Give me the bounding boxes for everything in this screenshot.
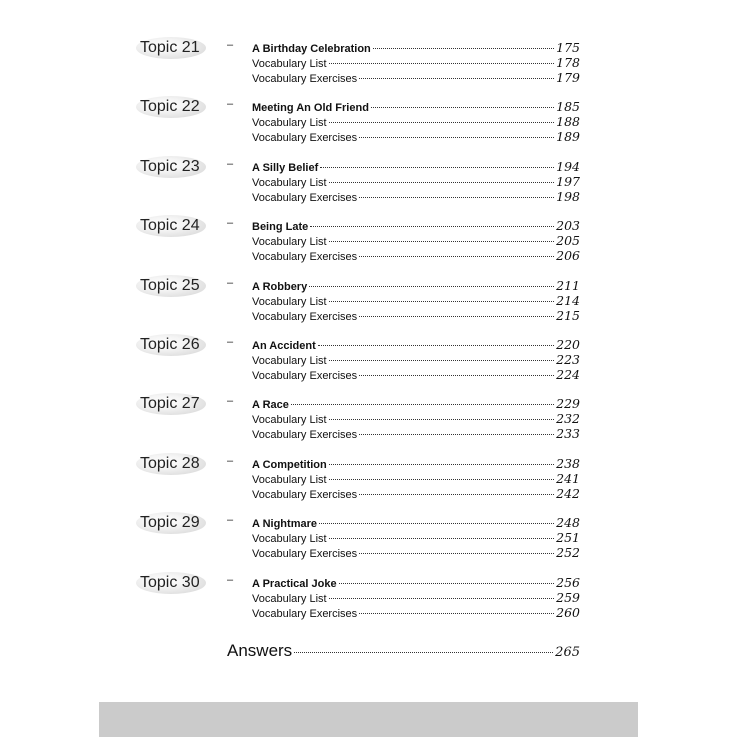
- topic-title-entry[interactable]: [252, 456, 580, 471]
- dot-leader: [359, 78, 554, 79]
- dot-leader: [329, 63, 555, 64]
- vocabulary-list-text: Vocabulary List: [252, 473, 327, 486]
- dot-leader: [359, 316, 554, 317]
- topic-label: Topic 29: [140, 514, 200, 532]
- dot-leader: [318, 345, 554, 346]
- vocabulary-list-entry[interactable]: [252, 293, 580, 308]
- vocabulary-exercises-entry[interactable]: [252, 308, 580, 323]
- topic-title-page-number: 256: [556, 574, 580, 590]
- vocabulary-list-entry[interactable]: [252, 174, 580, 189]
- topic-title-page-number: 175: [556, 40, 580, 55]
- vocabulary-exercises-entry[interactable]: [252, 426, 580, 441]
- vocabulary-exercises-entry[interactable]: [252, 545, 580, 560]
- dot-leader: [359, 375, 554, 376]
- topic-title-entry[interactable]: [252, 396, 580, 411]
- vocabulary-list-page-number: 205: [556, 233, 580, 249]
- vocabulary-list-entry[interactable]: [252, 530, 580, 545]
- vocabulary-exercises-text: Vocabulary Exercises: [252, 370, 358, 382]
- vocabulary-exercises-page-number: 179: [556, 70, 580, 85]
- dot-leader: [359, 434, 554, 435]
- topic-dash: –: [227, 573, 234, 586]
- topic-title-entry[interactable]: [252, 159, 580, 174]
- topic-title-text: An Accident: [252, 340, 316, 352]
- footer-bar: [99, 702, 638, 737]
- dot-leader: [359, 137, 554, 138]
- topic-label: Topic 25: [140, 276, 200, 294]
- topic-title-page-number: 185: [556, 99, 580, 115]
- dot-leader: [359, 553, 554, 554]
- topic-label: Topic 22: [140, 98, 200, 116]
- vocabulary-list-page-number: 251: [556, 530, 580, 546]
- vocabulary-list-entry[interactable]: [252, 114, 580, 129]
- dot-leader: [329, 598, 555, 599]
- vocabulary-exercises-text: Vocabulary Exercises: [252, 488, 358, 501]
- vocabulary-list-text: Vocabulary List: [252, 295, 327, 308]
- vocabulary-exercises-entry[interactable]: [252, 189, 580, 204]
- topic-label: Topic 23: [140, 157, 200, 175]
- dot-leader: [329, 241, 555, 242]
- vocabulary-list-page-number: 241: [556, 470, 580, 486]
- vocabulary-list-text: Vocabulary List: [252, 355, 327, 367]
- topic-title-page-number: 194: [556, 158, 580, 174]
- topic-title-page-number: 238: [556, 455, 580, 471]
- dot-leader: [371, 107, 554, 108]
- vocabulary-exercises-entry[interactable]: [252, 605, 580, 620]
- vocabulary-list-text: Vocabulary List: [252, 58, 327, 70]
- dot-leader: [329, 464, 554, 465]
- vocabulary-list-page-number: 188: [556, 114, 580, 130]
- topic-dash: –: [227, 395, 234, 408]
- topic-label: Topic 30: [140, 573, 200, 591]
- vocabulary-exercises-page-number: 233: [556, 426, 580, 442]
- vocabulary-exercises-page-number: 206: [556, 248, 580, 264]
- vocabulary-exercises-text: Vocabulary Exercises: [252, 73, 358, 85]
- topic-dash: –: [227, 336, 234, 348]
- topic-title-text: A Competition: [252, 458, 327, 471]
- vocabulary-exercises-entry[interactable]: [252, 367, 580, 382]
- dot-leader: [359, 256, 554, 257]
- topic-title-text: A Practical Joke: [252, 577, 337, 590]
- dot-leader: [359, 494, 554, 495]
- topic-title-text: Being Late: [252, 221, 309, 234]
- vocabulary-exercises-entry[interactable]: [252, 70, 580, 85]
- dot-leader: [319, 523, 554, 524]
- vocabulary-exercises-text: Vocabulary Exercises: [252, 132, 358, 145]
- vocabulary-list-entry[interactable]: [252, 590, 580, 605]
- vocabulary-exercises-page-number: 224: [556, 367, 580, 382]
- vocabulary-list-text: Vocabulary List: [252, 176, 327, 189]
- topic-title-text: A Race: [252, 399, 289, 412]
- dot-leader: [309, 286, 554, 287]
- vocabulary-list-text: Vocabulary List: [252, 117, 327, 130]
- vocabulary-exercises-text: Vocabulary Exercises: [252, 191, 358, 204]
- topic-title-entry[interactable]: [252, 337, 580, 352]
- vocabulary-list-entry[interactable]: [252, 233, 580, 248]
- vocabulary-list-text: Vocabulary List: [252, 592, 327, 605]
- vocabulary-exercises-text: Vocabulary Exercises: [252, 548, 358, 561]
- topic-title-page-number: 248: [556, 515, 580, 531]
- vocabulary-list-page-number: 197: [556, 173, 580, 189]
- vocabulary-exercises-page-number: 242: [556, 485, 580, 501]
- topic-title-text: A Silly Belief: [252, 161, 319, 174]
- vocabulary-exercises-entry[interactable]: [252, 486, 580, 501]
- dot-leader: [339, 583, 555, 584]
- topic-label: Topic 26: [140, 336, 200, 353]
- dot-leader: [329, 538, 555, 539]
- dot-leader: [329, 182, 555, 183]
- answers-entry[interactable]: [227, 641, 580, 661]
- topic-title-page-number: 203: [556, 218, 580, 234]
- dot-leader: [329, 479, 555, 480]
- topic-dash: –: [227, 454, 234, 467]
- vocabulary-exercises-page-number: 198: [556, 188, 580, 204]
- vocabulary-list-text: Vocabulary List: [252, 236, 327, 249]
- vocabulary-exercises-text: Vocabulary Exercises: [252, 310, 358, 323]
- vocabulary-list-entry[interactable]: [252, 471, 580, 486]
- vocabulary-list-page-number: 223: [556, 352, 580, 367]
- topic-title-entry[interactable]: [252, 515, 580, 530]
- topic-title-text: A Nightmare: [252, 518, 317, 531]
- topic-title-page-number: 229: [556, 396, 580, 412]
- topic-label: Topic 28: [140, 454, 200, 472]
- vocabulary-list-entry[interactable]: [252, 55, 580, 70]
- topic-title-entry[interactable]: [252, 99, 580, 114]
- topic-title-entry[interactable]: [252, 218, 580, 233]
- vocabulary-list-entry[interactable]: [252, 411, 580, 426]
- vocabulary-list-page-number: 259: [556, 589, 580, 605]
- dot-leader: [320, 167, 554, 168]
- vocabulary-exercises-page-number: 215: [556, 307, 580, 323]
- vocabulary-exercises-page-number: 252: [556, 545, 580, 561]
- vocabulary-list-text: Vocabulary List: [252, 414, 327, 427]
- topic-label: Topic 21: [140, 39, 200, 56]
- vocabulary-exercises-text: Vocabulary Exercises: [252, 607, 358, 620]
- topic-title-page-number: 220: [556, 337, 580, 352]
- dot-leader: [359, 197, 554, 198]
- topic-title-entry[interactable]: [252, 575, 580, 590]
- dot-leader: [373, 48, 554, 49]
- topic-label: Topic 24: [140, 217, 200, 235]
- vocabulary-list-page-number: 214: [556, 292, 580, 308]
- vocabulary-exercises-text: Vocabulary Exercises: [252, 251, 358, 264]
- vocabulary-exercises-page-number: 260: [556, 604, 580, 620]
- answers-label: Answers: [227, 641, 293, 660]
- topic-dash: –: [227, 514, 234, 527]
- topic-label: Topic 27: [140, 395, 200, 413]
- topic-dash: –: [227, 157, 234, 170]
- topic-dash: –: [227, 217, 234, 230]
- dot-leader: [291, 404, 554, 405]
- topic-dash: –: [227, 276, 234, 289]
- dot-leader: [329, 360, 555, 361]
- dot-leader: [329, 419, 555, 420]
- dot-leader: [329, 122, 555, 123]
- topic-dash: –: [227, 98, 234, 111]
- vocabulary-list-page-number: 178: [556, 55, 580, 70]
- vocabulary-exercises-entry[interactable]: [252, 129, 580, 144]
- topic-title-text: A Birthday Celebration: [252, 43, 371, 55]
- vocabulary-exercises-entry[interactable]: [252, 248, 580, 263]
- vocabulary-exercises-text: Vocabulary Exercises: [252, 429, 358, 442]
- topic-title-page-number: 211: [556, 277, 580, 293]
- topic-dash: –: [227, 39, 234, 51]
- vocabulary-list-text: Vocabulary List: [252, 533, 327, 546]
- topic-title-entry[interactable]: [252, 278, 580, 293]
- dot-leader: [329, 301, 555, 302]
- topic-title-text: A Robbery: [252, 280, 308, 293]
- dot-leader: [310, 226, 554, 227]
- topic-title-entry[interactable]: [252, 40, 580, 55]
- topic-title-text: Meeting An Old Friend: [252, 102, 369, 115]
- vocabulary-exercises-page-number: 189: [556, 129, 580, 145]
- dot-leader: [359, 613, 554, 614]
- answers-page-number: 265: [555, 645, 580, 660]
- vocabulary-list-entry[interactable]: [252, 352, 580, 367]
- dot-leader: [294, 652, 553, 653]
- vocabulary-list-page-number: 232: [556, 411, 580, 427]
